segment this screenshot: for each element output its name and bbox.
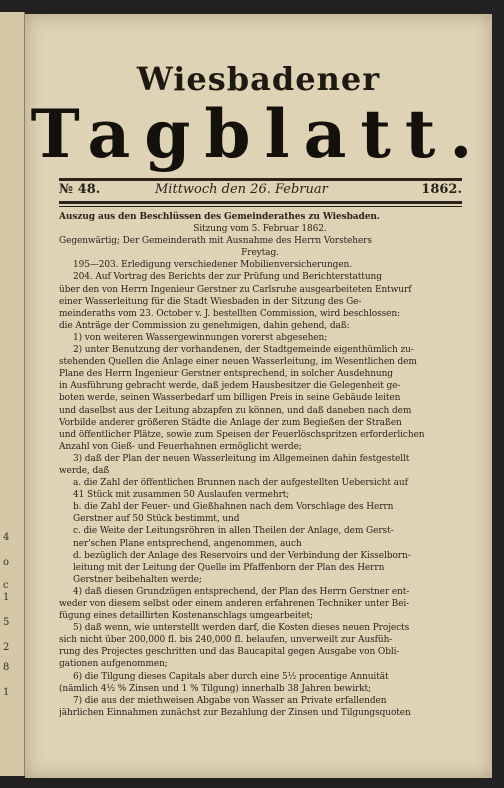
article-line: 4) daß diesen Grundzügen entsprechend, der Plan des Herrn Gerstner ent- [73, 586, 410, 597]
article-line: 195—203. Erledigung verschiedener Mobilienversicherungen. [73, 260, 352, 271]
article-line: Vorbilde anderer größeren Städte die Anlage der zum Begießen der Straßen [59, 417, 402, 428]
article-line: d. bezüglich der Anlage des Reservoirs und der Verbindung der Kisselborn- [73, 550, 411, 561]
article-line: Freytag. [241, 248, 279, 259]
article-line: und öffentlicher Plätze, sowie zum Speisen der Feuerlöschspritzen erforderlichen [59, 429, 425, 440]
issue-line [59, 182, 462, 202]
article-line: rung des Projectes geschritten und das Baucapital gegen Ausgabe von Obli- [59, 647, 400, 658]
issue-date: Mittwoch den 26. Februar [155, 182, 328, 197]
article-line: 41 Stück mit zusammen 50 Auslaufen vermehrt; [73, 490, 290, 501]
article-line: fügung eines detaillirten Kostenanschlags umgearbeitet; [59, 611, 313, 622]
newspaper-page [25, 14, 492, 778]
adjacent-page-strip [0, 12, 25, 776]
article-line: über den von Herrn Ingenieur Gerstner zu Carlsruhe ausgearbeiteten Entwurf [59, 284, 412, 295]
article-line: Anzahl von Gieß- und Feuerhahnen ermöglicht werde; [59, 441, 302, 452]
article-line: a. die Zahl der öffentlichen Brunnen nach der aufgestellten Uebersicht auf [73, 478, 408, 489]
article-body [59, 211, 461, 719]
article-line: in Ausführung gebracht werde, daß jedem Hausbesitzer die Gelegenheit ge- [59, 381, 401, 392]
margin-fragment: 5 [3, 617, 10, 628]
article-line: einer Wasserleitung für die Stadt Wiesbaden in der Sitzung des Ge- [59, 296, 362, 307]
article-line: Gegenwärtig; Der Gemeinderath mit Ausnahme des Herrn Vorstehers [59, 236, 372, 247]
masthead-rule-bottom [59, 201, 462, 204]
article-line: boten werde, seinen Wasserbedarf um billigen Preis in seine Gebäude leiten [59, 393, 401, 404]
article-line: 6) die Tilgung dieses Capitals aber durch eine 5½ procentige Annuität [73, 671, 389, 682]
margin-fragment: 2 [3, 642, 10, 653]
masthead-title-large: Tagblatt. [30, 95, 487, 173]
article-line: jährlichen Einnahmen zunächst zur Bezahlung der Zinsen und Tilgungsquoten [59, 707, 411, 718]
article-line: (nämlich 4½ % Zinsen und 1 % Tilgung) innerhalb 38 Jahren bewirkt; [59, 683, 371, 694]
article-line: 1) von weiteren Wassergewinnungen vorerst abgesehen; [73, 332, 328, 343]
margin-fragment: 1 [3, 687, 10, 698]
article-line: sich nicht über 200,000 fl. bis 240,000 fl. belaufen, unverweilt zur Ausfüh- [59, 635, 393, 646]
article-line: c. die Weite der Leitungsröhren in allen Theilen der Anlage, dem Gerst- [73, 526, 394, 537]
article-line: Gerstner auf 50 Stück bestimmt, und [73, 514, 240, 525]
article-line: 204. Auf Vortrag des Berichts der zur Prüfung und Berichterstattung [73, 272, 382, 283]
article-line: 2) unter Benutzung der vorhandenen, der Stadtgemeinde eigenthümlich zu- [73, 345, 414, 356]
article-line: Sitzung vom 5. Februar 1862. [193, 224, 327, 235]
article-line: Gerstner beibehalten werde; [73, 574, 202, 585]
margin-fragment: o [3, 557, 10, 568]
article-line: gationen aufgenommen; [59, 659, 168, 670]
margin-fragment: c [3, 580, 9, 591]
masthead-rule-thin [59, 206, 462, 207]
article-line: weder von diesem selbst oder einem anderen erfahrenen Techniker unter Bei- [59, 599, 410, 609]
article-line: 3) daß der Plan der neuen Wasserleitung im Allgemeinen dahin festgestellt [73, 453, 410, 464]
article-line: und daselbst aus der Leitung abzapfen zu können, und daß daneben nach dem [59, 405, 412, 416]
article-line: Auszug aus den Beschlüssen des Gemeinderathes zu Wiesbaden. [59, 212, 380, 222]
masthead-title-small: Wiesbadener [136, 60, 381, 98]
article-line: stehenden Quellen die Anlage einer neuen Wasserleitung, im Wesentlichen dem [59, 357, 417, 368]
article-line: 5) daß wenn, wie unterstellt werden darf, die Kosten dieses neuen Projects [73, 623, 410, 634]
article-line: meinderaths vom 23. October v. J. bestellten Commission, wird beschlossen: [59, 308, 400, 319]
issue-number: № 48. [59, 182, 101, 197]
issue-year: 1862. [421, 182, 462, 197]
article-line: Plane des Herrn Ingenieur Gerstner entsprechend, in solcher Ausdehnung [59, 369, 393, 380]
article-line: die Anträge der Commission zu genehmigen, dahin gehend, daß: [59, 320, 350, 331]
article-line: ner'schen Plane entsprechend, angenommen, auch [73, 538, 302, 549]
masthead-rule-top [59, 178, 462, 181]
article-line: b. die Zahl der Feuer- und Gießhahnen nach dem Vorschlage des Herrn [73, 502, 394, 513]
article-line: leitung mit der Leitung der Quelle im Pfaffenborn der Plan des Herrn [73, 562, 385, 573]
article-line: 7) die aus der miethweisen Abgabe von Wasser an Private erfallenden [73, 695, 387, 706]
margin-fragment: 4 [3, 532, 10, 543]
article-line: werde, daß [59, 465, 110, 476]
margin-fragment: 1 [3, 592, 10, 603]
margin-fragment: 8 [3, 662, 10, 673]
